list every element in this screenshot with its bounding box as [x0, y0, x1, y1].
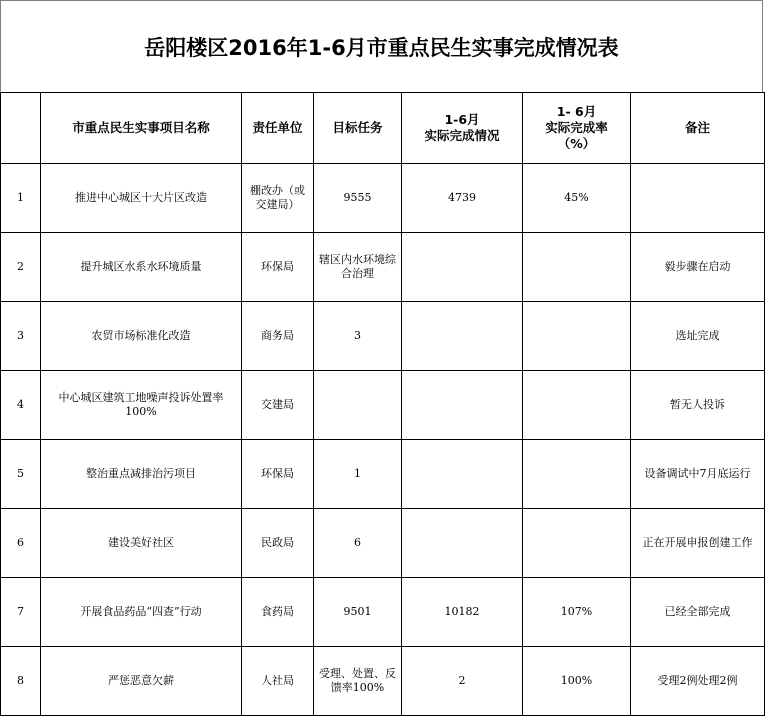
- cell-unit: 食药局: [242, 578, 314, 647]
- cell-progress: [402, 371, 523, 440]
- header-progress: [402, 93, 523, 164]
- cell-no: 8: [1, 647, 41, 716]
- cell-progress: [402, 440, 523, 509]
- cell-unit: 商务局: [242, 302, 314, 371]
- header-no: [1, 93, 41, 164]
- cell-no: 4: [1, 371, 41, 440]
- cell-unit: 交建局: [242, 371, 314, 440]
- cell-no: 1: [1, 164, 41, 233]
- table-row: [1, 164, 765, 233]
- cell-remark: 暂无人投诉: [631, 371, 765, 440]
- cell-target: 6: [314, 509, 402, 578]
- cell-rate: [523, 509, 631, 578]
- table-row: [1, 302, 765, 371]
- cell-remark: 设备调试中7月底运行: [631, 440, 765, 509]
- cell-rate: [523, 302, 631, 371]
- cell-remark: 受理2例处理2例: [631, 647, 765, 716]
- cell-target: 辖区内水环境综合治理: [314, 233, 402, 302]
- cell-rate: [523, 440, 631, 509]
- cell-progress: [402, 302, 523, 371]
- header-rate-line3: （%）: [557, 136, 596, 151]
- cell-no: 7: [1, 578, 41, 647]
- table-row: [1, 647, 765, 716]
- cell-progress: [402, 233, 523, 302]
- table-row: [1, 578, 765, 647]
- cell-no: 5: [1, 440, 41, 509]
- cell-name: 农贸市场标准化改造: [41, 302, 242, 371]
- cell-no: 3: [1, 302, 41, 371]
- table-row: [1, 509, 765, 578]
- header-rate-line1: 1- 6月: [556, 104, 597, 119]
- header-unit: 责任单位: [242, 93, 314, 164]
- cell-progress: [402, 509, 523, 578]
- header-target: 目标任务: [314, 93, 402, 164]
- cell-name: 提升城区水系水环境质量: [41, 233, 242, 302]
- header-rate-line2: 实际完成率: [545, 120, 608, 135]
- cell-target: 3: [314, 302, 402, 371]
- cell-rate: 45%: [523, 164, 631, 233]
- cell-no: 6: [1, 509, 41, 578]
- cell-unit: 环保局: [242, 440, 314, 509]
- cell-name: 严惩恶意欠薪: [41, 647, 242, 716]
- cell-unit: 棚改办（或交建局）: [242, 164, 314, 233]
- cell-remark: 毅步骤在启动: [631, 233, 765, 302]
- table-row: [1, 371, 765, 440]
- cell-rate: [523, 233, 631, 302]
- cell-name: 开展食品药品“四查”行动: [41, 578, 242, 647]
- cell-remark: 选址完成: [631, 302, 765, 371]
- header-name: 市重点民生实事项目名称: [41, 93, 242, 164]
- table-row: [1, 440, 765, 509]
- cell-name: 推进中心城区十大片区改造: [41, 164, 242, 233]
- cell-unit: 人社局: [242, 647, 314, 716]
- cell-target: 9501: [314, 578, 402, 647]
- cell-name: 中心城区建筑工地噪声投诉处置率100%: [41, 371, 242, 440]
- cell-target: [314, 371, 402, 440]
- data-table: [0, 92, 765, 716]
- table-title: 岳阳楼区2016年1-6月市重点民生实事完成情况表: [0, 0, 763, 92]
- cell-progress: 2: [402, 647, 523, 716]
- cell-unit: 民政局: [242, 509, 314, 578]
- cell-no: 2: [1, 233, 41, 302]
- table-row: [1, 233, 765, 302]
- cell-unit: 环保局: [242, 233, 314, 302]
- cell-progress: 10182: [402, 578, 523, 647]
- cell-rate: 100%: [523, 647, 631, 716]
- cell-name: 整治重点减排治污项目: [41, 440, 242, 509]
- cell-rate: 107%: [523, 578, 631, 647]
- cell-remark: [631, 164, 765, 233]
- header-progress-line2: 实际完成情况: [424, 128, 500, 143]
- cell-remark: 正在开展申报创建工作: [631, 509, 765, 578]
- cell-rate: [523, 371, 631, 440]
- cell-target: 受理、处置、反馈率100%: [314, 647, 402, 716]
- cell-name: 建设美好社区: [41, 509, 242, 578]
- header-row: [1, 93, 765, 164]
- cell-remark: 已经全部完成: [631, 578, 765, 647]
- header-remark: 备注: [631, 93, 765, 164]
- cell-target: 1: [314, 440, 402, 509]
- header-progress-line1: 1-6月: [444, 112, 480, 127]
- header-rate: [523, 93, 631, 164]
- cell-progress: 4739: [402, 164, 523, 233]
- cell-target: 9555: [314, 164, 402, 233]
